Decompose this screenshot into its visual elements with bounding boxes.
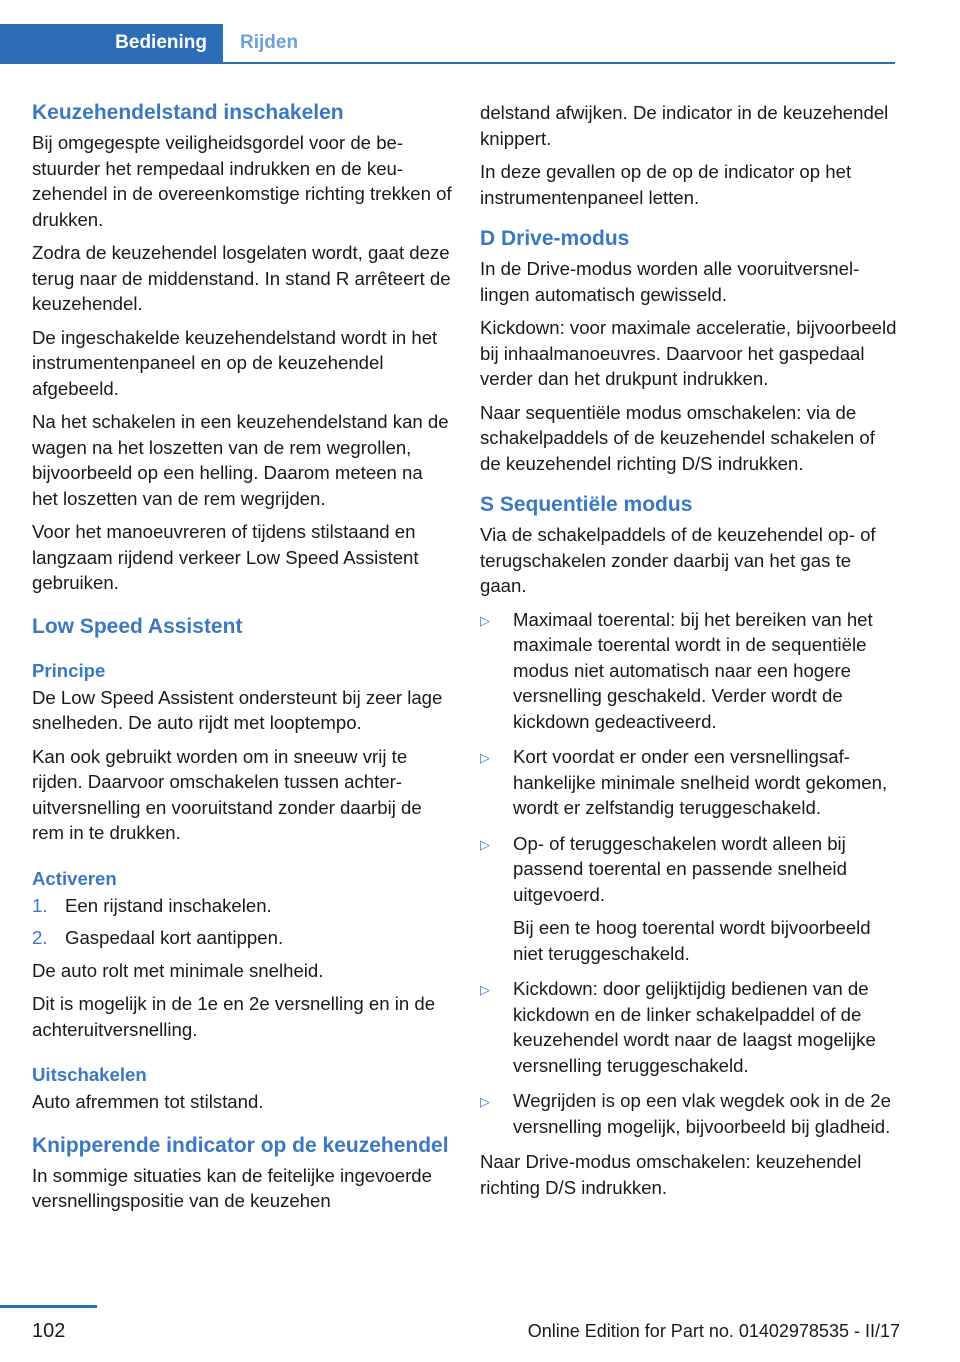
paragraph: Auto afremmen tot stilstand. — [32, 1091, 264, 1112]
list-item — [480, 744, 900, 821]
paragraph: De Low Speed Assistent ondersteunt bij zeer lage snelheden. De auto rijdt met looptempo. — [32, 686, 443, 733]
tab-rijden[interactable] — [240, 24, 298, 62]
subheading-activeren: Activeren — [32, 867, 117, 889]
list-item — [480, 831, 900, 967]
paragraph: Na het schakelen in een keuzehendelstand kan de wagen na het loszetten van de rem wegrollen, bijvoorbeeld op een helling. Daarom meteen na het loszetten van de rem wegrijden. — [32, 411, 449, 509]
heading-sequentiele-modus: S Sequentiële modus — [480, 493, 693, 516]
right-column — [480, 100, 900, 1208]
tab-bediening[interactable] — [0, 24, 223, 62]
list-item — [480, 976, 900, 1078]
bullet-arrow-icon: ▷ — [480, 612, 490, 628]
bullet-text: Wegrijden is op een vlak wegdek ook in de 2e versnelling mogelijk, bijvoorbeeld bij gladheid. — [513, 1090, 891, 1137]
bullet-arrow-icon: ▷ — [480, 750, 490, 765]
paragraph: De auto rolt met minimale snelheid. — [32, 959, 324, 981]
paragraph: Voor het manoeuvreren of tijdens stilstaand en langzaam rijdend verkeer Low Speed Assistent gebruiken. — [32, 521, 419, 593]
paragraph: Kan ook gebruikt worden om in sneeuw vrij te rijden. Daarvoor omschakelen tussen achteruitversnelling en vooruitstand zonder daarbij de rem in te drukken. — [32, 745, 422, 843]
paragraph: Naar sequentiële modus omschakelen: via de schakelpaddels of de keuzehendel schakelen of de keuzehendel richting D/S indrukken. — [480, 401, 875, 474]
step-number: 2. — [32, 927, 48, 948]
bullet-arrow-icon: ▷ — [480, 1094, 490, 1109]
footer-rule — [0, 1305, 97, 1308]
heading-low-speed-assistent: Low Speed Assistent — [32, 614, 243, 638]
paragraph: Zodra de keuzehendel losgelaten wordt, gaat deze terug naar de middenstand. In stand R arrêteert de keuzehendel. — [32, 242, 451, 314]
paragraph: Naar Drive-modus omschakelen: keuzehendel richting D/S indrukken. — [480, 1151, 862, 1198]
subheading-principe: Principe — [32, 659, 106, 681]
list-item — [32, 925, 452, 951]
paragraph: Dit is mogelijk in de 1e en 2e versnelling en in de achteruitversnelling. — [32, 993, 436, 1040]
subheading-uitschakelen: Uitschakelen — [32, 1064, 147, 1085]
bullet-extra-text: Bij een te hoog toerental wordt bijvoorbeeld niet teruggeschakeld. — [513, 917, 871, 964]
bullet-text: Maximaal toerental: bij het bereiken van het maximale toerental wordt in de sequentiële modus niet automatisch naar een hogere versnelling geschakeld. Verder wordt de kickdown gedeactiveerd. — [513, 608, 873, 732]
list-item — [480, 1088, 900, 1139]
step-text: Gaspedaal kort aantippen. — [65, 927, 284, 948]
heading-keuzehendelstand: Keuzehendelstand inschakelen — [32, 101, 344, 124]
bullet-list — [480, 607, 900, 1140]
tab-rijden-label: Rijden — [240, 32, 299, 53]
page-header — [0, 24, 895, 64]
list-item — [32, 893, 452, 919]
bullet-arrow-icon: ▷ — [480, 982, 490, 997]
paragraph: delstand afwijken. De indicator in de keuzehendel knippert. — [480, 102, 889, 149]
bullet-text: Kort voordat er onder een versnellingsafhankelijke minimale snelheid wordt gekomen, wordt er zelfstandig teruggeschakeld. — [513, 746, 888, 818]
paragraph: Via de schakelpaddels of de keuzehendel op- of terugschakelen zonder daarbij van het gas te gaan. — [480, 524, 876, 596]
bullet-arrow-icon: ▷ — [480, 836, 490, 852]
step-number: 1. — [32, 894, 48, 916]
edition-note: Online Edition for Part no. 01402978535 - II/17 — [527, 1321, 900, 1341]
paragraph: Kickdown: voor maximale acceleratie, bijvoorbeeld bij inhaalmanoeuvres. Daarvoor het gaspedaal verder dan het drukpunt indrukken. — [480, 317, 897, 389]
tab-bediening-label: Bediening — [115, 32, 207, 53]
paragraph: In deze gevallen op de op de indicator op het instrumentenpaneel letten. — [480, 161, 852, 208]
paragraph: In sommige situaties kan de feitelijke ingevoerde versnellingspositie van de keuzehen — [32, 1164, 432, 1211]
list-item — [480, 607, 900, 735]
steps-list — [32, 893, 452, 951]
heading-knipperende-indicator: Knipperende indicator op de keuzehendel — [32, 1133, 449, 1157]
bullet-text: Kickdown: door gelijktijdig bedienen van de kickdown en de linker schakelpaddel of de keuzehendel wordt naar de laagst mogelijke versnelling teruggeschakeld. — [513, 978, 876, 1076]
bullet-text: Op- of teruggeschakelen wordt alleen bij passend toerental en passende snelheid uitgevoerd. — [513, 832, 847, 905]
paragraph: In de Drive-modus worden alle vooruitversnellingen automatisch gewisseld. — [480, 258, 860, 305]
left-column — [32, 100, 452, 1222]
step-text: Een rijstand inschakelen. — [65, 894, 272, 916]
paragraph: Bij omgegespte veiligheidsgordel voor de bestuurder het rempedaal indrukken en de keuzehendel in de overeenkomstige richting trekken of drukken. — [32, 132, 452, 230]
page-number: 102 — [32, 1320, 66, 1342]
heading-drive-modus: D Drive-modus — [480, 227, 630, 250]
paragraph: De ingeschakelde keuzehendelstand wordt in het instrumentenpaneel en op de keuzehendel afgebeeld. — [32, 326, 438, 399]
